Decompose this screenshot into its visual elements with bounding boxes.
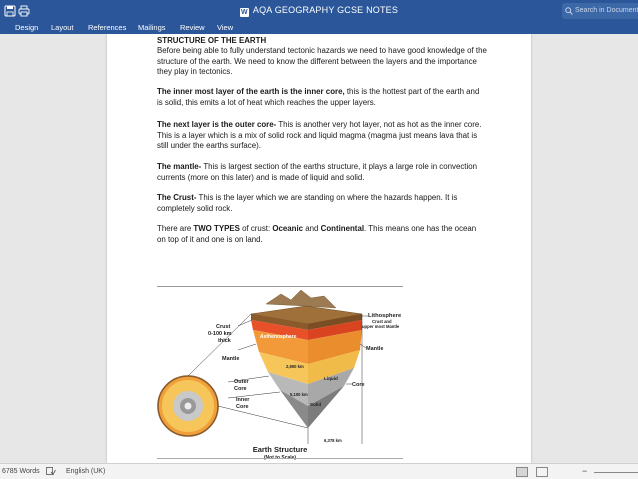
label-crust-depth: 0-100 km [208,331,232,337]
label-outer-core: Outer [234,379,249,385]
label-lithosphere: Lithosphere [368,313,402,319]
label-depth-6378: 6,378 km [324,438,342,443]
tab-mailings[interactable]: Mailings [138,23,166,32]
inner-core-paragraph [157,87,487,108]
search-input[interactable] [562,3,638,19]
label-mantle-right: Mantle [366,346,384,352]
label-solid: Solid [310,402,322,407]
crust-text: This is the layer which we are standing on where the hazards happen. It is completely solid rock. [157,193,458,213]
document-title-text: AQA GEOGRAPHY GCSE NOTES [252,5,399,15]
earth-structure-diagram [156,284,404,460]
search-placeholder: Search in Document [575,7,638,14]
tab-layout[interactable]: Layout [51,23,74,32]
types-post: . This means one has the ocean on top of it and one is on land. [157,224,477,244]
ribbon-tab-bar [0,22,638,34]
label-lithosphere-sub-2: upper most Mantle [362,324,400,329]
types-pre: There are [157,224,194,233]
mantle-text: This is largest section of the earths structure, it plays a large role in convection currents (more on this later) and is made of liquid and solid. [157,162,478,182]
word-doc-icon: W [241,9,248,16]
web-layout-view-button[interactable] [536,467,548,477]
label-lithosphere-sub: Crust and [372,319,392,324]
language-indicator[interactable]: English (UK) [66,468,106,475]
document-page[interactable] [107,34,531,463]
search-icon [565,7,573,15]
mantle-paragraph [157,162,487,183]
print-layout-view-button[interactable] [516,467,528,477]
label-crust-thick: thick [218,338,231,344]
types-and: and [303,224,321,233]
label-crust: Crust [216,324,231,330]
continental-label: Continental [320,224,365,233]
proofing-icon[interactable] [46,467,56,478]
types-mid: of crust: [239,224,273,233]
earth-cross-section [158,376,218,436]
tab-review[interactable]: Review [180,23,205,32]
label-depth-5100: 5,100 km [290,392,308,397]
label-mantle-left: Mantle [222,356,240,362]
oceanic-label: Oceanic [272,224,304,233]
inner-core-heading: The inner most layer of the earth is the inner core, [157,87,345,96]
types-bold: TWO TYPES [193,224,240,233]
tab-references[interactable]: References [88,23,127,32]
tab-design[interactable]: Design [15,23,39,32]
label-liquid: Liquid [324,376,338,381]
crust-heading: The Crust- [157,193,197,202]
mountain-shape [266,290,336,308]
status-bar [0,463,638,479]
outer-core-heading: The next layer is the outer core- [157,120,277,129]
label-core-right: Core [352,382,365,388]
label-inner-core-2: Core [236,404,249,410]
diagram-bottom-rule [157,458,403,459]
document-heading: STRUCTURE OF THE EARTH [157,36,267,45]
label-depth-2900: 2,900 km [286,364,304,369]
inner-core-text: this is the hottest part of the earth and is solid, this emits a lot of heat which reaches the upper layers. [157,87,480,107]
outer-core-paragraph [157,120,487,152]
crust-types-paragraph [157,224,487,245]
crust-paragraph [157,193,487,214]
earth-wedge [251,290,362,428]
outer-core-text: This is another very hot layer, not as hot as the inner core. This is a layer which is a mix of solid rock and liquid magma (magma just means lava that is still under the earths surface). [157,120,482,151]
tab-view[interactable]: View [217,23,234,32]
title-bar [0,0,638,22]
diagram-title: Earth Structure [252,445,308,454]
intro-paragraph: Before being able to fully understand tectonic hazards we need to have good knowledge of the structure of the earth. We need to know the different between the layers and the importance they play in tectonics. [157,46,487,77]
label-outer-core-2: Core [234,386,247,392]
mantle-heading: The mantle- [157,162,202,171]
label-inner-core: Inner [236,397,250,403]
document-workspace[interactable] [0,34,638,463]
word-count[interactable]: 6785 Words [2,468,40,475]
label-asthenosphere: Asthenosphere [260,334,297,340]
document-title [0,5,638,17]
zoom-slider[interactable] [594,472,638,473]
zoom-out-icon[interactable]: − [582,466,588,476]
